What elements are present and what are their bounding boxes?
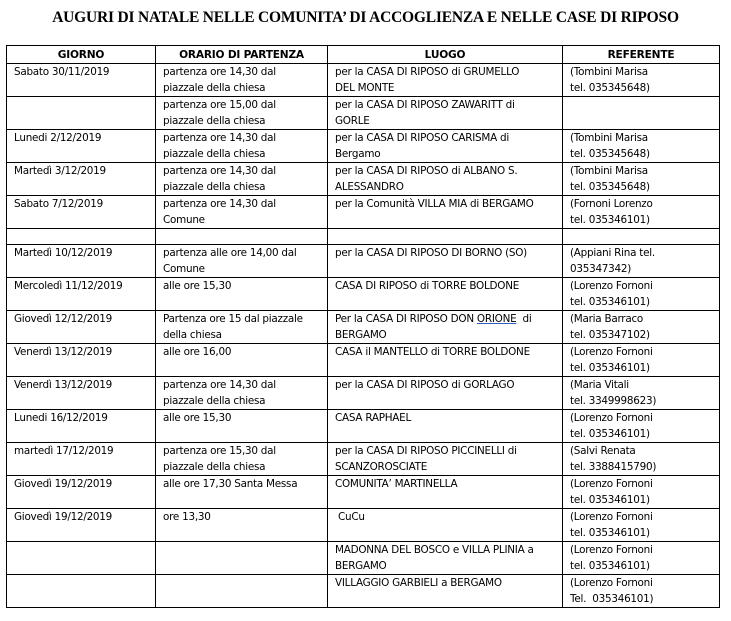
- giorno-text: Martedì 10/12/2019: [14, 247, 113, 259]
- referente-line: tel. 035346101): [570, 494, 650, 506]
- referente-line: tel. 035347102): [570, 329, 650, 341]
- cell-giorno: [7, 410, 156, 443]
- table-row: [7, 196, 720, 229]
- giorno-text: Mercoledì 11/12/2019: [14, 280, 123, 292]
- cell-referente: [563, 196, 720, 229]
- cell-luogo: [328, 229, 563, 245]
- giorno-text: Giovedì 12/12/2019: [14, 313, 113, 325]
- referente-line: tel. 035345648): [570, 148, 650, 160]
- giorno-text: Lunedi 16/12/2019: [14, 412, 108, 424]
- referente-line: (Tombini Marisa: [570, 66, 648, 78]
- cell-giorno: [7, 97, 156, 130]
- cell-giorno: [7, 245, 156, 278]
- cell-referente: [563, 64, 720, 97]
- orario-line: partenza ore 14,30 dal: [163, 165, 276, 177]
- cell-luogo: [328, 97, 563, 130]
- referente-line: tel. 035345648): [570, 181, 650, 193]
- table-row: [7, 97, 720, 130]
- table-row: [7, 229, 720, 245]
- orario-line: della chiesa: [163, 329, 222, 341]
- referente-line: (Maria Barraco: [570, 313, 644, 325]
- luogo-line: BERGAMO: [335, 329, 387, 341]
- cell-giorno: [7, 443, 156, 476]
- table-row: [7, 278, 720, 311]
- luogo-line: CASA il MANTELLO di TORRE BOLDONE: [335, 346, 530, 358]
- table-row: [7, 410, 720, 443]
- orario-line: Comune: [163, 214, 205, 226]
- referente-line: (Lorenzo Fornoni: [570, 346, 653, 358]
- luogo-line: ALESSANDRO: [335, 181, 404, 193]
- giorno-text: martedì 17/12/2019: [14, 445, 114, 457]
- cell-giorno: [7, 229, 156, 245]
- cell-luogo: [328, 64, 563, 97]
- document-title: AUGURI DI NATALE NELLE COMUNITA’ DI ACCOGLIENZA E NELLE CASE DI RIPOSO: [52, 9, 679, 26]
- referente-line: tel. 035346101): [570, 214, 650, 226]
- cell-orario: [156, 163, 328, 196]
- cell-giorno: [7, 196, 156, 229]
- luogo-line: GORLE: [335, 115, 370, 127]
- giorno-text: Lunedi 2/12/2019: [14, 132, 102, 144]
- orario-line: Comune: [163, 263, 205, 275]
- table-row: [7, 245, 720, 278]
- orario-line: piazzale della chiesa: [163, 148, 266, 160]
- orario-line: alle ore 17,30 Santa Messa: [163, 478, 298, 490]
- orario-line: partenza ore 14,30 dal: [163, 198, 276, 210]
- luogo-line: CASA RAPHAEL: [335, 412, 412, 424]
- referente-line: 035347342): [570, 263, 632, 275]
- luogo-line: per la CASA DI RIPOSO di ALBANO S.: [335, 165, 518, 177]
- referente-line: (Maria Vitali: [570, 379, 629, 391]
- cell-orario: [156, 229, 328, 245]
- cell-giorno: [7, 64, 156, 97]
- giorno-text: Venerdì 13/12/2019: [14, 346, 112, 358]
- cell-orario: [156, 97, 328, 130]
- cell-luogo: [328, 476, 563, 509]
- luogo-text: di: [516, 313, 532, 325]
- table-row: [7, 311, 720, 344]
- luogo-line: per la CASA DI RIPOSO di GORLAGO: [335, 379, 515, 391]
- orario-line: alle ore 15,30: [163, 412, 232, 424]
- referente-line: (Lorenzo Fornoni: [570, 478, 653, 490]
- cell-giorno: [7, 311, 156, 344]
- orario-line: ore 13,30: [163, 511, 211, 523]
- cell-luogo: [328, 410, 563, 443]
- cell-luogo: [328, 377, 563, 410]
- cell-orario: [156, 196, 328, 229]
- cell-referente: [563, 344, 720, 377]
- cell-referente: [563, 229, 720, 245]
- referente-line: (Lorenzo Fornoni: [570, 280, 653, 292]
- header-luogo: LUOGO: [328, 46, 563, 64]
- cell-orario: [156, 509, 328, 542]
- cell-giorno: [7, 130, 156, 163]
- luogo-line: SCANZOROSCIATE: [335, 461, 428, 473]
- referente-line: (Lorenzo Fornoni: [570, 511, 653, 523]
- orario-line: piazzale della chiesa: [163, 82, 266, 94]
- luogo-line: per la CASA DI RIPOSO DI BORNO (SO): [335, 247, 527, 259]
- cell-orario: [156, 311, 328, 344]
- table-row: [7, 163, 720, 196]
- luogo-line: MADONNA DEL BOSCO e VILLA PLINIA a: [335, 544, 534, 556]
- cell-orario: [156, 344, 328, 377]
- cell-luogo: [328, 575, 563, 608]
- luogo-line: per la Comunità VILLA MIA di BERGAMO: [335, 198, 534, 210]
- referente-line: (Tombini Marisa: [570, 132, 648, 144]
- table-row: [7, 575, 720, 608]
- cell-referente: [563, 443, 720, 476]
- cell-giorno: [7, 344, 156, 377]
- table-row: [7, 542, 720, 575]
- referente-line: tel. 035346101): [570, 560, 650, 572]
- cell-orario: [156, 245, 328, 278]
- cell-orario: [156, 64, 328, 97]
- spellcheck-underlined-word: ORIONE: [476, 313, 517, 325]
- cell-giorno: [7, 575, 156, 608]
- luogo-line: [335, 311, 562, 327]
- cell-referente: [563, 542, 720, 575]
- cell-referente: [563, 377, 720, 410]
- orario-line: piazzale della chiesa: [163, 181, 266, 193]
- cell-referente: [563, 476, 720, 509]
- cell-giorno: [7, 476, 156, 509]
- header-referente: REFERENTE: [563, 46, 720, 64]
- referente-line: tel. 035346101): [570, 296, 650, 308]
- cell-referente: [563, 97, 720, 130]
- orario-line: alle ore 15,30: [163, 280, 232, 292]
- referente-line: tel. 035345648): [570, 82, 650, 94]
- giorno-text: Giovedì 19/12/2019: [14, 478, 113, 490]
- referente-line: (Tombini Marisa: [570, 165, 648, 177]
- cell-luogo: [328, 196, 563, 229]
- table-row: [7, 64, 720, 97]
- cell-luogo: [328, 509, 563, 542]
- table-header-row: [7, 46, 720, 64]
- cell-orario: [156, 410, 328, 443]
- cell-luogo: [328, 245, 563, 278]
- luogo-text: Per la CASA DI RIPOSO DON: [335, 313, 477, 325]
- referente-line: (Lorenzo Fornoni: [570, 412, 653, 424]
- table-row: [7, 476, 720, 509]
- orario-line: partenza ore 14,30 dal: [163, 379, 276, 391]
- orario-line: piazzale della chiesa: [163, 395, 266, 407]
- cell-giorno: [7, 163, 156, 196]
- cell-referente: [563, 163, 720, 196]
- cell-luogo: [328, 163, 563, 196]
- referente-line: (Fornoni Lorenzo: [570, 198, 653, 210]
- cell-referente: [563, 278, 720, 311]
- luogo-line: per la CASA DI RIPOSO ZAWARITT di: [335, 99, 515, 111]
- cell-giorno: [7, 542, 156, 575]
- cell-luogo: [328, 344, 563, 377]
- cell-referente: [563, 509, 720, 542]
- orario-line: partenza ore 15,00 dal: [163, 99, 276, 111]
- referente-line: (Lorenzo Fornoni: [570, 544, 653, 556]
- cell-referente: [563, 130, 720, 163]
- table-row: [7, 130, 720, 163]
- cell-referente: [563, 575, 720, 608]
- orario-line: partenza ore 14,30 dal: [163, 132, 276, 144]
- schedule-table: [6, 45, 720, 608]
- luogo-line: COMUNITA’ MARTINELLA: [335, 478, 458, 490]
- giorno-text: Venerdì 13/12/2019: [14, 379, 112, 391]
- luogo-line: per la CASA DI RIPOSO PICCINELLI di: [335, 445, 517, 457]
- cell-luogo: [328, 542, 563, 575]
- luogo-line: CASA DI RIPOSO di TORRE BOLDONE: [335, 280, 520, 292]
- orario-line: partenza alle ore 14,00 dal: [163, 247, 297, 259]
- luogo-line: CuCu: [335, 511, 365, 523]
- giorno-text: Martedì 3/12/2019: [14, 165, 106, 177]
- orario-line: alle ore 16,00: [163, 346, 232, 358]
- referente-line: (Salvi Renata: [570, 445, 636, 457]
- cell-orario: [156, 443, 328, 476]
- luogo-line: per la CASA DI RIPOSO di GRUMELLO: [335, 66, 520, 78]
- table-body: [7, 64, 720, 608]
- header-orario: ORARIO DI PARTENZA: [156, 46, 328, 64]
- cell-orario: [156, 476, 328, 509]
- cell-giorno: [7, 509, 156, 542]
- cell-orario: [156, 575, 328, 608]
- orario-line: piazzale della chiesa: [163, 461, 266, 473]
- referente-line: tel. 3349998623): [570, 395, 657, 407]
- cell-giorno: [7, 377, 156, 410]
- luogo-line: VILLAGGIO GARBIELI a BERGAMO: [335, 577, 502, 589]
- giorno-text: Sabato 30/11/2019: [14, 66, 110, 78]
- referente-line: tel. 3388415790): [570, 461, 657, 473]
- table-row: [7, 377, 720, 410]
- cell-luogo: [328, 130, 563, 163]
- header-giorno: GIORNO: [7, 46, 156, 64]
- luogo-line: DEL MONTE: [335, 82, 395, 94]
- cell-orario: [156, 377, 328, 410]
- referente-line: tel. 035346101): [570, 428, 650, 440]
- referente-line: (Appiani Rina tel.: [570, 247, 655, 259]
- cell-orario: [156, 278, 328, 311]
- luogo-line: BERGAMO: [335, 560, 387, 572]
- cell-referente: [563, 311, 720, 344]
- cell-luogo: [328, 278, 563, 311]
- table-row: [7, 509, 720, 542]
- orario-line: partenza ore 14,30 dal: [163, 66, 276, 78]
- orario-line: partenza ore 15,30 dal: [163, 445, 276, 457]
- orario-line: Partenza ore 15 dal piazzale: [163, 313, 303, 325]
- referente-line: tel. 035346101): [570, 362, 650, 374]
- cell-giorno: [7, 278, 156, 311]
- cell-orario: [156, 542, 328, 575]
- luogo-line: Bergamo: [335, 148, 381, 160]
- cell-orario: [156, 130, 328, 163]
- orario-line: piazzale della chiesa: [163, 115, 266, 127]
- luogo-line: per la CASA DI RIPOSO CARISMA di: [335, 132, 509, 144]
- cell-luogo: [328, 443, 563, 476]
- referente-line: Tel. 035346101): [570, 593, 654, 605]
- table-row: [7, 443, 720, 476]
- giorno-text: Sabato 7/12/2019: [14, 198, 103, 210]
- referente-line: (Lorenzo Fornoni: [570, 577, 653, 589]
- cell-referente: [563, 245, 720, 278]
- table-row: [7, 344, 720, 377]
- giorno-text: Giovedì 19/12/2019: [14, 511, 113, 523]
- referente-line: tel. 035346101): [570, 527, 650, 539]
- cell-referente: [563, 410, 720, 443]
- cell-luogo: [328, 311, 563, 344]
